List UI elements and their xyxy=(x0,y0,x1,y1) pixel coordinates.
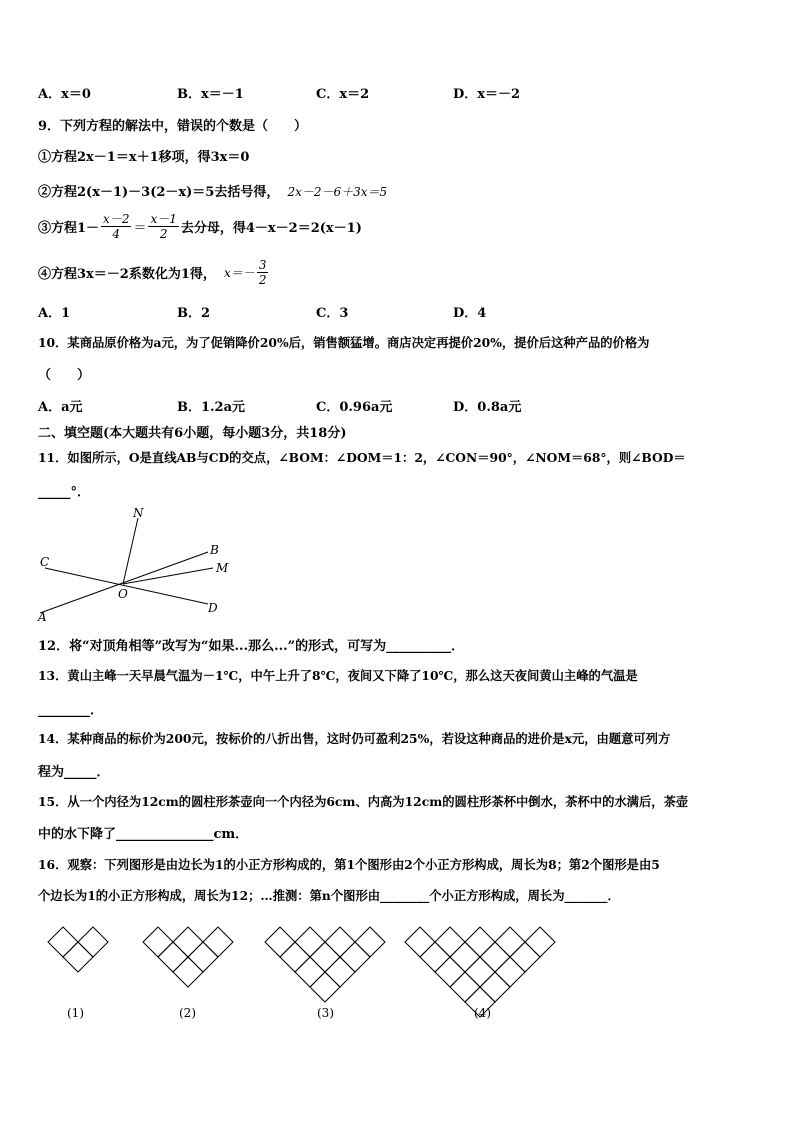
q8-option-b: B．x＝－1 xyxy=(177,87,244,102)
figure-3-square xyxy=(295,957,325,987)
q10-option-a: A．a元 xyxy=(38,400,83,415)
ray-on xyxy=(123,518,138,584)
figure-2-square xyxy=(158,942,188,972)
figure-2-square xyxy=(173,927,203,957)
figure-3-square xyxy=(355,927,385,957)
q10-line-1: 10．某商品原价格为a元，为了促销降价20%后，销售额猛增。商店决定再提价20%，提价后这种产品的价格为 xyxy=(38,335,650,350)
figure-4-square xyxy=(465,927,495,957)
figure-4-square xyxy=(495,927,525,957)
q14-line-2: 程为_____． xyxy=(38,765,110,780)
q9-s3-suffix: 去分母，得4－x－2＝2(x－1) xyxy=(180,221,362,236)
angle-diagram xyxy=(30,500,240,622)
q11-line-2: _____°． xyxy=(38,485,91,500)
figure-4-square xyxy=(420,942,450,972)
q10-option-d: D．0.8a元 xyxy=(453,400,522,415)
q14-line-1: 14．某种商品的标价为200元，按标价的八折出售，这时仍可盈利25%，若设这种商品的进价是x元，由题意可列方 xyxy=(38,731,671,746)
q10-line-2: （ ） xyxy=(38,368,91,383)
q11-line-1: 11．如图所示，O是直线AB与CD的交点，∠BOM：∠DOM＝1：2，∠CON＝90°，∠NOM＝68°，则∠BOD＝ xyxy=(38,450,686,465)
q9-s2-text: ②方程2(x－1)－3(2－x)＝5去括号得， xyxy=(38,185,280,200)
figure-label-3: (3) xyxy=(317,1006,334,1020)
figure-2-square xyxy=(203,927,233,957)
figure-3-square xyxy=(280,942,310,972)
label-o: O xyxy=(118,587,128,601)
figure-3-square xyxy=(325,957,355,987)
figure-4-square xyxy=(435,927,465,957)
figure-2-square xyxy=(173,957,203,987)
q13-line-2: ________． xyxy=(38,703,104,718)
figure-4-square xyxy=(525,927,555,957)
label-d: D xyxy=(208,601,218,615)
square-patterns xyxy=(0,915,794,1030)
figure-label-4: (4) xyxy=(474,1006,491,1020)
q9-statement-1: ①方程2x－1＝x＋1移项，得3x＝0 xyxy=(38,150,250,165)
q8-option-d: D．x＝－2 xyxy=(453,87,521,102)
figure-4-square xyxy=(510,942,540,972)
figure-1-square xyxy=(63,942,93,972)
figure-4-square xyxy=(450,942,480,972)
figure-3-square xyxy=(325,927,355,957)
line-ab xyxy=(40,552,208,613)
q9-s2-result: 2x－2－6＋3x＝5 xyxy=(287,185,388,199)
q9-s3-equals: ＝ xyxy=(133,221,147,236)
figure-4-square xyxy=(495,957,525,987)
q16-line-2: 个边长为1的小正方形构成，周长为12；…推测：第n个图形由________个小正方形构成，周长为_______． xyxy=(38,888,620,903)
q9-statement-3 xyxy=(38,212,362,241)
q9-s3-prefix: ③方程1－ xyxy=(38,221,100,236)
figure-4-square xyxy=(480,972,510,1002)
q10-option-b: B．1.2a元 xyxy=(177,400,246,415)
label-n: N xyxy=(133,506,144,520)
figure-1-square xyxy=(48,927,78,957)
figure-4-square xyxy=(450,972,480,1002)
figure-3-square xyxy=(295,927,325,957)
figure-4-square xyxy=(435,957,465,987)
label-c: C xyxy=(40,555,50,569)
figure-2-square xyxy=(188,942,218,972)
q12: 12．将“对顶角相等”改写为“如果...那么...”的形式，可写为__________． xyxy=(38,639,465,654)
q9-s3-fraction-1: $\frac{x-2}{4}$ xyxy=(103,212,130,241)
section-heading: 二、填空题(本大题共有6小题，每小题3分，共18分) xyxy=(38,426,347,441)
q16-line-1: 16．观察：下列图形是由边长为1的小正方形构成的，第1个图形由2个小正方形构成，周长为8；第2个图形是由5 xyxy=(38,857,660,872)
figure-1-square xyxy=(78,927,108,957)
q9-s3-fraction-2: $\frac{x-1}{2}$ xyxy=(150,212,177,241)
q9-stem: 9．下列方程的解法中，错误的个数是（ ） xyxy=(38,119,308,134)
q9-s4-fraction: $\frac{3}{2}$ xyxy=(258,258,267,287)
figure-3-square xyxy=(340,942,370,972)
figure-4-square xyxy=(405,927,435,957)
q9-s4-result: x＝－ xyxy=(224,266,255,280)
q8-option-c: C．x＝2 xyxy=(316,87,370,102)
q9-s4-text: ④方程3x＝－2系数化为1得， xyxy=(38,267,216,282)
q15-line-1: 15．从一个内径为12cm的圆柱形茶壶向一个内径为6cm、内高为12cm的圆柱形茶杯中倒水，茶杯中的水满后，茶壶 xyxy=(38,794,689,809)
q9-option-c: C．3 xyxy=(316,306,349,321)
q9-statement-4 xyxy=(38,258,270,287)
q15-line-2: 中的水下降了_______________cm． xyxy=(38,827,249,842)
figure-label-2: (2) xyxy=(179,1006,196,1020)
q9-option-a: A．1 xyxy=(38,306,71,321)
figure-4-square xyxy=(480,942,510,972)
q8-option-a: A．x＝0 xyxy=(38,87,91,102)
q10-option-c: C．0.96a元 xyxy=(316,400,393,415)
figure-4-square xyxy=(465,957,495,987)
figure-label-1: (1) xyxy=(67,1006,84,1020)
q9-option-d: D．4 xyxy=(453,306,487,321)
q9-statement-2 xyxy=(38,181,387,200)
label-b: B xyxy=(210,543,219,557)
label-m: M xyxy=(216,561,229,575)
ray-om xyxy=(123,568,213,584)
q9-option-b: B．2 xyxy=(177,306,211,321)
label-a: A xyxy=(38,610,47,622)
figure-3-square xyxy=(310,972,340,1002)
figure-3-square xyxy=(310,942,340,972)
figure-2-square xyxy=(143,927,173,957)
q13-line-1: 13．黄山主峰一天早晨气温为－1℃，中午上升了8℃，夜间又下降了10℃，那么这天夜间黄山主峰的气温是 xyxy=(38,668,638,683)
figure-3-square xyxy=(265,927,295,957)
